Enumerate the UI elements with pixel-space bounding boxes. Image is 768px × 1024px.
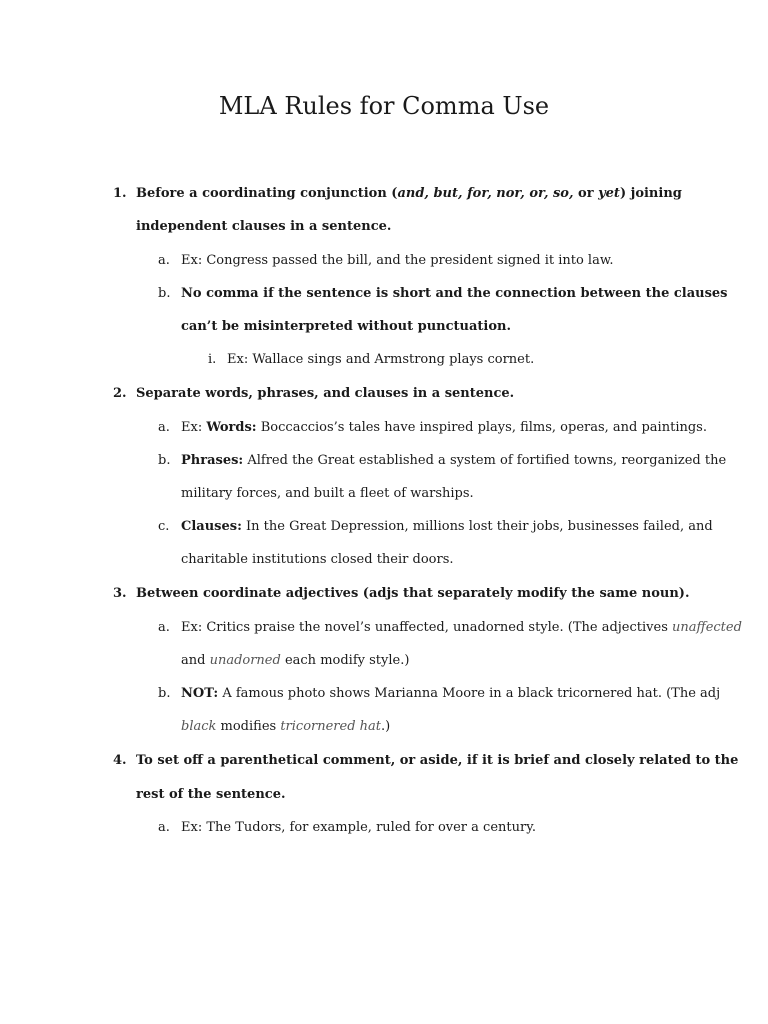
rule-3a-line-1: Ex: Critics praise the novel’s unaffected, unadorned style. (The adjectives unaffected bbox=[181, 620, 742, 635]
rule-2b-label: b. bbox=[158, 453, 171, 468]
rule-1a-text: Ex: Congress passed the bill, and the president signed it into law. bbox=[181, 253, 614, 268]
rule-1-line-2: independent clauses in a sentence. bbox=[136, 219, 392, 234]
rule-4a-label: a. bbox=[158, 820, 170, 835]
rule-3b-line-1: NOT: A famous photo shows Marianna Moore in a black tricornered hat. (The adj bbox=[181, 686, 721, 701]
rule-2b-line-1: Phrases: Alfred the Great established a system of fortified towns, reorganized the bbox=[181, 453, 727, 468]
rule-3a-label: a. bbox=[158, 620, 170, 635]
rule-3b-label: b. bbox=[158, 686, 171, 701]
page-title: MLA Rules for Comma Use bbox=[218, 92, 550, 120]
rule-2-line-1: Separate words, phrases, and clauses in a sentence. bbox=[136, 386, 515, 401]
rule-2c-line-2: charitable institutions closed their doors. bbox=[181, 552, 454, 567]
rule-2a-text: Ex: Words: Boccaccios’s tales have inspired plays, films, operas, and paintings. bbox=[181, 420, 707, 435]
rule-3a-line-2: and unadorned each modify style.) bbox=[181, 653, 410, 668]
rule-2b-line-2: military forces, and built a fleet of warships. bbox=[181, 486, 474, 501]
rule-1-line-1: Before a coordinating conjunction (and, but, for, nor, or, so, or yet) joining bbox=[136, 186, 682, 201]
rule-4a-text: Ex: The Tudors, for example, ruled for over a century. bbox=[181, 820, 536, 835]
rule-1bi-label: i. bbox=[208, 352, 217, 367]
rule-4-number: 4. bbox=[113, 753, 127, 768]
rule-1-number: 1. bbox=[113, 186, 127, 201]
rule-3b-line-2: black modifies tricornered hat.) bbox=[181, 719, 391, 734]
rule-4-line-1: To set off a parenthetical comment, or aside, if it is brief and closely related to the bbox=[136, 753, 739, 768]
rule-1b-line-1: No comma if the sentence is short and the connection between the clauses bbox=[181, 286, 728, 301]
rule-1b-label: b. bbox=[158, 286, 171, 301]
rule-2c-label: c. bbox=[158, 519, 170, 534]
rule-4-line-2: rest of the sentence. bbox=[136, 787, 286, 802]
rule-1bi-text: Ex: Wallace sings and Armstrong plays cornet. bbox=[227, 352, 535, 367]
rule-1b-line-2: can’t be misinterpreted without punctuation. bbox=[181, 319, 511, 334]
rule-2a-label: a. bbox=[158, 420, 170, 435]
rule-3-line-1: Between coordinate adjectives (adjs that separately modify the same noun). bbox=[136, 586, 690, 601]
rule-2-number: 2. bbox=[113, 386, 127, 401]
rule-2c-line-1: Clauses: In the Great Depression, millions lost their jobs, businesses failed, and bbox=[181, 519, 713, 534]
rule-1a-label: a. bbox=[158, 253, 170, 268]
rule-3-number: 3. bbox=[113, 586, 127, 601]
